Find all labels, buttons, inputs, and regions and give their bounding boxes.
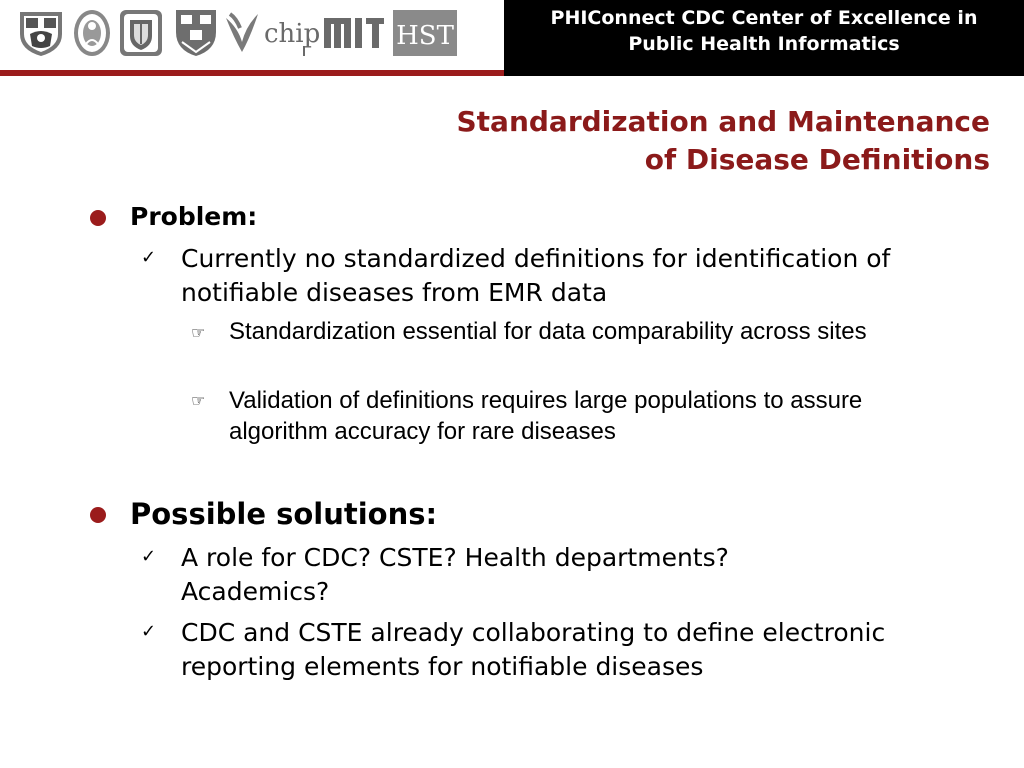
list-item: CDC and CSTE already collaborating to define electronic reporting elements for notifiable diseases	[181, 618, 886, 681]
logo-strip	[0, 0, 504, 70]
section-heading-problem: Problem:	[130, 202, 258, 231]
bullet-dot-icon	[90, 507, 106, 523]
leaf-logo	[222, 8, 262, 58]
header-red-rule	[0, 70, 504, 76]
header-title-box	[504, 0, 1024, 76]
list-item: Currently no standardized definitions for identification of notifiable diseases from EMR data	[181, 244, 891, 307]
list-item: A role for CDC? CSTE? Health departments? Academics?	[181, 543, 729, 606]
pointing-hand-icon: ☞	[191, 391, 206, 410]
checkmark-icon: ✓	[141, 546, 157, 567]
checkmark-icon: ✓	[141, 621, 157, 642]
sub-list-item: Standardization essential for data comparability across sites	[229, 318, 867, 345]
hst-logo	[392, 8, 458, 58]
circular-seal-logo	[72, 8, 112, 58]
ornate-seal-logo	[118, 8, 164, 58]
bullet-dot-icon	[90, 210, 106, 226]
slide-header	[0, 0, 1024, 76]
section-heading-solutions: Possible solutions:	[130, 497, 438, 531]
mit-logo	[322, 8, 386, 58]
chip-logo	[262, 8, 320, 58]
checkmark-icon: ✓	[141, 247, 157, 268]
pointing-hand-icon: ☞	[191, 323, 206, 342]
slide-title-line-1: Standardization and Maintenance	[456, 105, 990, 138]
slide-title-line-2: of Disease Definitions	[644, 143, 990, 176]
header-title: PHIConnect CDC Center of Excellence in Public Health Informatics	[550, 7, 978, 55]
harvard-shield-logo	[174, 8, 218, 58]
hst-logo-text: HST	[396, 21, 454, 51]
chip-logo-text: chip	[264, 19, 320, 49]
harvard-medical-shield-logo	[16, 8, 66, 58]
slide-title	[290, 103, 990, 179]
sub-list-item: Validation of definitions requires large populations to assure algorithm accuracy for rare diseases	[229, 387, 863, 445]
